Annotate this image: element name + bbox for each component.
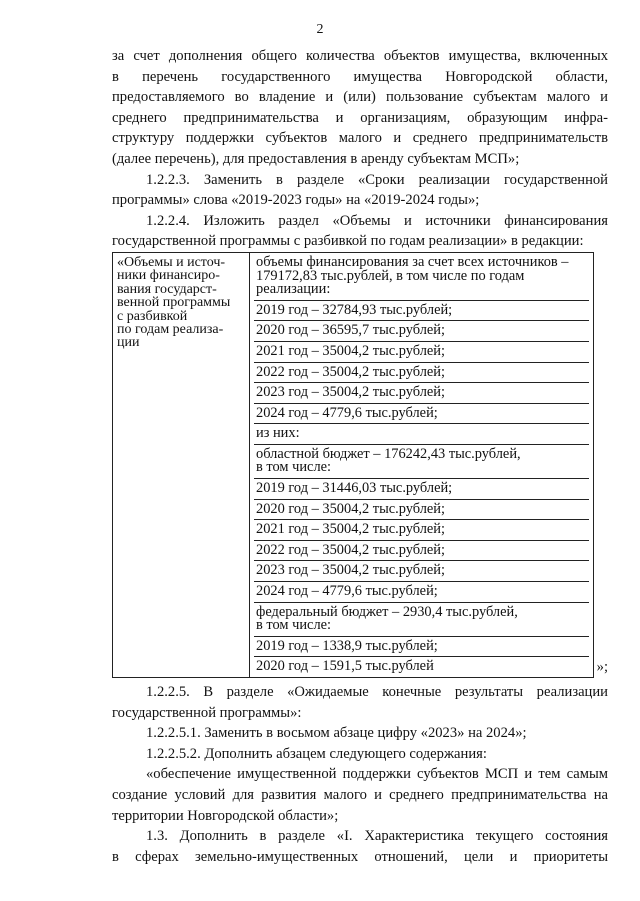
financing-row bbox=[254, 637, 589, 658]
financing-row-line: объемы финансирования за счет всех источников – bbox=[256, 253, 569, 270]
paragraph-1-3 bbox=[112, 826, 608, 867]
left-cell-line: ции bbox=[117, 335, 140, 351]
paragraph-quote bbox=[112, 764, 608, 826]
text-line: среднего предпринимательства и организациям, образующим инфра- bbox=[112, 109, 608, 126]
financing-row-line: 2020 год – 36595,7 тыс.рублей; bbox=[256, 322, 445, 339]
financing-table bbox=[112, 252, 594, 678]
financing-row-line: 2021 год – 35004,2 тыс.рублей; bbox=[256, 342, 445, 359]
financing-row bbox=[254, 321, 589, 342]
financing-row bbox=[254, 445, 589, 479]
text-line: предоставляемого во владение и (или) пользование субъектам малого и bbox=[112, 89, 608, 106]
financing-row-line: из них: bbox=[256, 425, 300, 442]
text-line: территории Новгородской области»; bbox=[112, 807, 339, 824]
text-line: государственной программы»: bbox=[112, 704, 302, 721]
financing-row-line: 179172,83 тыс.рублей, в том числе по годам bbox=[256, 267, 525, 284]
financing-row-line: областной бюджет – 176242,43 тыс.рублей, bbox=[256, 445, 521, 462]
financing-row bbox=[254, 541, 589, 562]
financing-row-line: 2023 год – 35004,2 тыс.рублей; bbox=[256, 384, 445, 401]
financing-row bbox=[254, 424, 589, 445]
financing-row-line: 2020 год – 1591,5 тыс.рублей bbox=[256, 658, 434, 675]
left-cell-line: с разбивкой bbox=[117, 308, 188, 324]
financing-row bbox=[254, 253, 589, 301]
table-right-cell bbox=[250, 252, 594, 677]
left-cell-line: по годам реализа- bbox=[117, 321, 224, 337]
text-line: «обеспечение имущественной поддержки субъектов МСП и тем самым bbox=[146, 766, 608, 783]
text-line: 1.2.2.5. В разделе «Ожидаемые конечные результаты реализации bbox=[146, 684, 608, 700]
financing-row-line: 2023 год – 35004,2 тыс.рублей; bbox=[256, 562, 445, 579]
left-cell-line: «Объемы и источ- bbox=[117, 254, 226, 270]
financing-row-line: 2024 год – 4779,6 тыс.рублей; bbox=[256, 404, 438, 421]
financing-row-line: 2020 год – 35004,2 тыс.рублей; bbox=[256, 500, 445, 517]
financing-row-line: 2021 год – 35004,2 тыс.рублей; bbox=[256, 521, 445, 538]
financing-table-wrapper bbox=[112, 252, 608, 678]
page-number: 2 bbox=[316, 22, 324, 37]
financing-row bbox=[254, 657, 589, 677]
table-left-cell bbox=[113, 252, 250, 677]
financing-row-line: в том числе: bbox=[256, 459, 332, 476]
table-closing-mark: »; bbox=[596, 659, 608, 676]
text-line: в перечень государственного имущества Новгородской области, bbox=[112, 68, 608, 85]
financing-row bbox=[254, 383, 589, 404]
text-line: за счет дополнения общего количества объектов имущества, включенных bbox=[112, 48, 608, 64]
financing-row-line: 2019 год – 32784,93 тыс.рублей; bbox=[256, 301, 453, 318]
text-line: создание условий для развития малого и среднего предпринимательства на bbox=[112, 786, 608, 803]
financing-row bbox=[254, 342, 589, 363]
text-line: 1.2.2.3. Заменить в разделе «Сроки реализации государственной bbox=[146, 171, 608, 188]
paragraph-1-2-2-3 bbox=[112, 170, 608, 211]
financing-row-line: 2022 год – 35004,2 тыс.рублей; bbox=[256, 363, 445, 380]
left-cell-line: венной программы bbox=[117, 295, 231, 311]
financing-row bbox=[254, 582, 589, 603]
text-line: в сферах земельно-имущественных отношений, цели и приоритеты bbox=[112, 848, 608, 865]
paragraph-intro bbox=[112, 46, 608, 170]
financing-row-line: 2024 год – 4779,6 тыс.рублей; bbox=[256, 583, 438, 600]
financing-row bbox=[254, 404, 589, 425]
financing-row bbox=[254, 500, 589, 521]
financing-row-line: в том числе: bbox=[256, 617, 332, 634]
text-line: (далее перечень), для предоставления в аренду субъектам МСП»; bbox=[112, 150, 520, 167]
financing-row bbox=[254, 561, 589, 582]
financing-row-line: реализации: bbox=[256, 281, 331, 298]
paragraph-1-2-2-5-2: 1.2.2.5.2. Дополнить абзацем следующего содержания: bbox=[146, 745, 487, 762]
financing-row bbox=[254, 479, 589, 500]
text-line: государственной программы с разбивкой по годам реализации» в редакции: bbox=[112, 233, 584, 250]
financing-row-line: федеральный бюджет – 2930,4 тыс.рублей, bbox=[256, 603, 518, 620]
text-line: программы» слова «2019-2023 годы» на «2019-2024 годы»; bbox=[112, 192, 480, 209]
financing-row-line: 2019 год – 31446,03 тыс.рублей; bbox=[256, 480, 453, 497]
text-line: 1.2.2.4. Изложить раздел «Объемы и источники финансирования bbox=[146, 212, 608, 229]
paragraph-1-2-2-5 bbox=[112, 682, 608, 723]
financing-row-line: 2019 год – 1338,9 тыс.рублей; bbox=[256, 637, 438, 654]
left-cell-line: ники финансиро- bbox=[117, 268, 220, 284]
financing-row bbox=[254, 603, 589, 637]
text-line: структуру поддержки субъектов малого и среднего предпринимательств bbox=[112, 130, 608, 147]
paragraph-1-2-2-5-1: 1.2.2.5.1. Заменить в восьмом абзаце цифру «2023» на 2024»; bbox=[146, 725, 527, 742]
text-line: 1.3. Дополнить в разделе «I. Характеристика текущего состояния bbox=[146, 828, 608, 845]
financing-row bbox=[254, 520, 589, 541]
financing-row-line: 2022 год – 35004,2 тыс.рублей; bbox=[256, 541, 445, 558]
financing-row bbox=[254, 301, 589, 322]
financing-row bbox=[254, 363, 589, 384]
left-cell-line: вания государст- bbox=[117, 281, 217, 297]
paragraph-1-2-2-4 bbox=[112, 211, 608, 252]
document-body bbox=[112, 46, 608, 867]
